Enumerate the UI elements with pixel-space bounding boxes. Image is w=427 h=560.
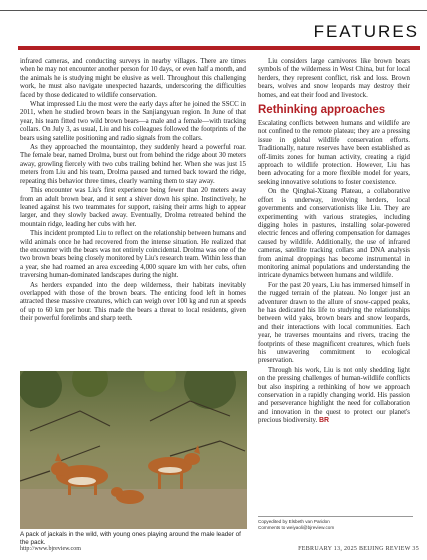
final-paragraph-text: Through his work, Liu is not only shedding light on the pressing challenges of human-wildlife conflicts but also inspiring a rethinking of how we approach conservation in a rapidly changing world. His passion and perseverance highlight the need for collaboration and innovation in the quest to protect our planet's precious biodiversity. (258, 366, 410, 425)
paragraph: For the past 20 years, Liu has immersed himself in the rugged terrain of the plateau. No longer just an adventurer drawn to the allure of snow-capped peaks, he has dedicated his life to studying the relationships between wild yaks, brown bears and snow leopards, and their interactions with local communities. Each year, he traverses mountains and rivers, tracing the footprints of these magnificent creatures, which fuels his unwavering commitment to ecological preservation. (258, 281, 410, 365)
paragraph: As herders expanded into the deep wilderness, their habitats inevitably overlapped with those of the brown bears. The enticing food left in homes attracted these massive creatures, which can weigh over 100 kg and run at speeds of up to 60 km per hour. This made the bears a threat to local residents, given their powerful forelimbs and sharp teeth. (20, 281, 246, 323)
paragraph (258, 367, 410, 426)
top-rule (0, 10, 427, 11)
comments-credit: Comments to weiyaoli@bjreview.com (258, 524, 335, 530)
copyedit-credit: Copyedited by Elsbeth van Paridon (258, 519, 330, 524)
section-accent-bar (18, 46, 420, 50)
section-heading: Rethinking approaches (258, 104, 386, 117)
credit-divider (258, 516, 413, 517)
footer-issue-info: FEBRUARY 13, 2025 BEIJING REVIEW 35 (298, 546, 419, 552)
footer-url[interactable]: http://www.bjreview.com (20, 546, 81, 552)
paragraph: As they approached the mountaintop, they suddenly heard a powerful roar. The female bear, named Drolma, burst out from behind the ridge about 30 meters away, growling fiercely with two cubs trailing behind her. When she was just 15 meters from Liu and his team, Drolma paused and turned back toward the ridge, repeating this behavior three times, clearly warning them to stay away. (20, 144, 246, 185)
jackals-photo (20, 371, 247, 529)
paragraph: On the Qinghai-Xizang Plateau, a collaborative effort is underway, involving herders, local governments and conservationists like Liu. They are experimenting with various strategies, including digging holes in pastures, installing solar-powered electric fences and offering compensation for damages caused by wildlife. Additionally, the use of infrared cameras, satellite tracking collars and DNA analysis from animal droppings has become instrumental in monitoring animal populations and understanding the intricate dynamics between humans and wildlife. (258, 188, 410, 280)
end-mark: BR (319, 417, 330, 425)
photo-caption: A pack of jackals in the wild, with young ones playing around the male leader of the pack. (20, 531, 241, 546)
credit-block (258, 519, 418, 530)
jackals-photo-illustration (20, 371, 247, 529)
paragraph: Liu considers large carnivores like brown bears symbols of the wilderness in West China, but for local herders, they represent conflict, risk and loss. Brown bears, wolves and snow leopards may destroy their homes, and eat their food and livestock. (258, 58, 410, 99)
paragraph: infrared cameras, and conducting surveys in nearby villages. There are times when he may not encounter another person for 10 days, or even half a month, and the animals he is studying might be elusive as well. Throughout this challenging work, he must also navigate unexpected hazards, underscoring the difficulties faced by those dedicated to wildlife conservation. (20, 58, 246, 99)
paragraph: This incident prompted Liu to reflect on the relationship between humans and wild animals once he had recovered from the intense situation. He realized that the encounter with the bears was not entirely coincidental. Drolma was one of the two brown bears being closely monitored by Liu's research team. Within less than a year, she had roamed an area exceeding 4,000 square km with her cubs, often traversing human-dominated landscapes during the night. (20, 230, 246, 280)
right-column (258, 58, 410, 427)
left-column (20, 58, 246, 325)
section-title: FEATURES (313, 22, 419, 41)
paragraph: What impressed Liu the most were the early days after he joined the SSCC in 2011, when he studied brown bears in the Sanjiangyuan region. In June of that year, his team fitted two wild brown bears—a male and a female—with tracking collars. On July 3, as usual, Liu and his colleagues followed the footprints of the bears using satellite positioning and radio signals from the collars. (20, 101, 246, 142)
paragraph: This encounter was Liu's first experience being fewer than 20 meters away from an adult brown bear, and it sent a shiver down his spine. Instinctively, he leaned against his two teammates for support, raising their arms high to appear larger, and they slowly backed away. Eventually, Drolma retreated behind the mountain ridge, leading her cubs with her. (20, 187, 246, 228)
paragraph: Escalating conflicts between humans and wildlife are not confined to the remote plateau; they are a pressing issue in global wildlife conservation efforts. Traditionally, nature reserves have been established as off-limits zones for human activity, creating a rigid approach to wildlife protection. However, Liu has been advocating for a more flexible model for years, seeking innovative solutions to foster coexistence. (258, 120, 410, 186)
